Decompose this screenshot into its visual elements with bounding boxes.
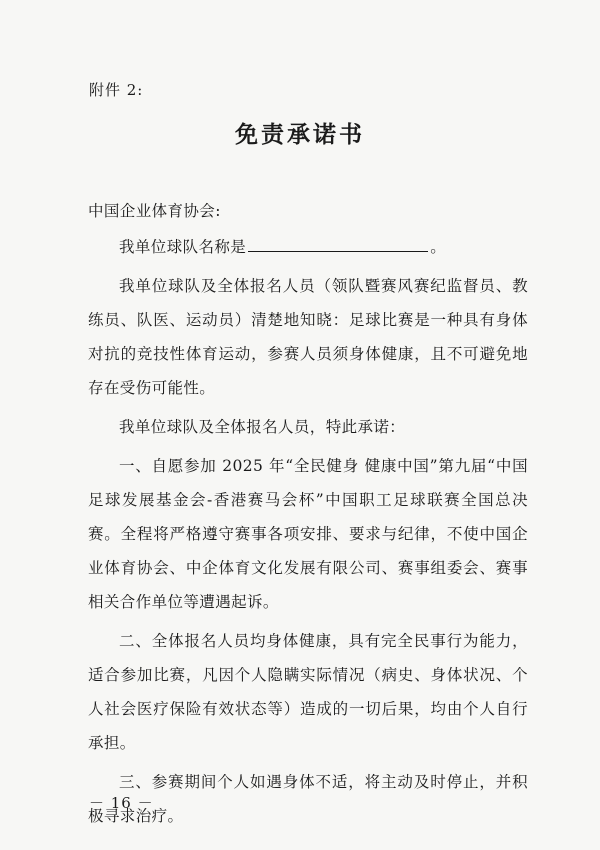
paragraph-clause-2: 二、全体报名人员均身体健康，具有完全民事行为能力，适合参加比赛，凡因个人隐瞒实际情况（病史、身体状况、个人社会医疗保险有效状态等）造成的一切后果，均由个人自行承担。 — [88, 632, 528, 752]
paragraph-clause-1: 一、自愿参加 2025 年“全民健身 健康中国”第九届“中国足球发展基金会-香港赛马会杯”中国职工足球联赛全国总决赛。全程将严格遵守赛事各项安排、要求与纪律，不使中国企业体育协会、中企体育文化发展有限公司、赛事组委会、赛事相关合作单位等遭遇起诉。 — [88, 457, 528, 611]
page-number: － 16 － — [89, 794, 154, 812]
team-name-suffix: 。 — [430, 238, 447, 256]
team-name-prefix: 我单位球队名称是 — [119, 238, 247, 256]
paragraph-pledge-intro: 我单位球队及全体报名人员，特此承诺： — [119, 418, 406, 436]
team-name-line — [88, 230, 528, 264]
document-body — [88, 194, 528, 838]
paragraph-clause-3: 三、参赛期间个人如遇身体不适，将主动及时停止，并积极寻求治疗。 — [88, 773, 528, 825]
paragraph-awareness: 我单位球队及全体报名人员（领队暨赛风赛纪监督员、教练员、队医、运动员）清楚地知晓：足球比赛是一种具有身体对抗的竞技性体育运动，参赛人员须身体健康，且不可避免地存在受伤可能性。 — [88, 277, 528, 397]
attachment-label: 附件 2: — [89, 81, 144, 99]
document-title: 免责承诺书 — [235, 121, 365, 148]
salutation: 中国企业体育协会: — [88, 202, 221, 220]
team-name-blank — [248, 233, 428, 252]
